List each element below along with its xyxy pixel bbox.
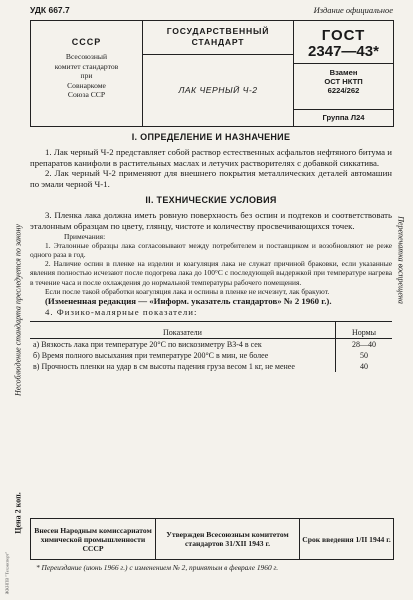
legal-notice [12, 165, 24, 455]
paragraph-2: 2. Лак черный Ч-2 применяют для внешнего покрытия металлических деталей автомашин по эмали черной Ч-1. [30, 168, 392, 189]
title-block [30, 20, 394, 127]
state-standard-line: ГОСУДАРСТВЕННЫЙ [166, 26, 270, 36]
indicator-column-header: Показатели [163, 328, 202, 338]
replaces-line: 6224/262 [327, 86, 360, 95]
table-row [30, 350, 392, 361]
note-3: Если после такой обработки коагуляция лака и оспины в пленке не исчезнут, лак бракуют. [45, 286, 330, 296]
replaces-block [294, 68, 393, 95]
table-row [30, 361, 392, 372]
group-code: Группа Л24 [294, 109, 393, 122]
legal-notice-text: Несоблюдение стандарта преследуется по закону [13, 224, 23, 396]
ussr-label: СССР [71, 37, 102, 47]
udk-code: УДК 667.7 [30, 5, 70, 15]
committee-line: комитет стандартов [54, 61, 119, 71]
committee-line: Совнаркоме [67, 80, 106, 90]
committee-line: Союза ССР [67, 90, 106, 99]
edition-note: (Измененная редакция — «Информ. указатель стандартов» № 2 1960 г.). [45, 295, 332, 306]
paragraph-1: 1. Лак черный Ч-2 представляет собой раствор естественных асфальтов нефтяного битума и препаратов канифоли в растительных маслах и летучих растворителях с добавкой сиккатива. [30, 147, 392, 168]
committee-name [31, 52, 142, 100]
edition-label: Издание официальное [313, 5, 393, 15]
section-2-title: II. ТЕХНИЧЕСКИЕ УСЛОВИЯ [145, 195, 277, 206]
note-2: 2. Наличие оспин в пленке на изделии и коагуляция лака не служат причиной браковки, если указанные явления полностью исчезают после подогрева лака до 100°С с последующей выдержкой при температуре нагрева в течение часа и после охлаждения до нормальной температуры рабочего помещения. [30, 259, 392, 287]
committee-line: при [80, 71, 93, 80]
norm-value-cell: 28—40 [336, 339, 393, 351]
table-header-row [30, 322, 392, 339]
indicator-cell: а) Вязкость лака при температуре 20°С по вискозиметру ВЗ-4 в сек [33, 340, 262, 350]
reprint-notice-text: Перепечатка воспрещена [396, 216, 406, 304]
committee-line: Всесоюзный [65, 52, 108, 61]
norms-column-header: Нормы [336, 322, 393, 339]
product-name: ЛАК ЧЕРНЫЙ Ч-2 [178, 85, 258, 95]
effective-date: Срок введения 1/II 1944 г. [302, 534, 391, 544]
gost-number: 2347—43* [294, 44, 393, 64]
indicators-table [30, 321, 392, 372]
source-stamp [2, 548, 12, 598]
source-stamp-text: ЖКНПВ "Техэксперт" [4, 551, 10, 595]
gost-cell [294, 21, 393, 126]
introduced-by: Внесен Народным комиссариатом химической промышленности СССР [31, 519, 156, 559]
reissue-footnote: * Переиздание (июнь 1966 г.) с изменением № 2, принятым в феврале 1960 г. [36, 563, 279, 572]
note-1: 1. Эталонные образцы лака согласовывают между потребителем и поставщиком и возобновляют не реже одного раза в год. [30, 240, 392, 259]
indicator-cell: в) Прочность пленки на удар в см высоты падения груза весом 1 кг, не менее [33, 362, 295, 372]
norm-value-cell: 40 [336, 361, 393, 372]
standard-cell [143, 21, 294, 126]
replaces-line: ОСТ НКТП [324, 77, 363, 86]
norm-value-cell: 50 [336, 350, 393, 361]
notes-title: Примечания: [64, 231, 106, 241]
replaces-label: Взамен [329, 68, 358, 77]
reprint-notice [395, 160, 407, 360]
price-label [12, 478, 24, 548]
indicator-cell: б) Время полного высыхания при температуре 200°С в мин, не более [33, 351, 269, 361]
document-body [30, 126, 392, 372]
gost-label: ГОСТ [321, 27, 366, 44]
approval-info: Утвержден Всесоюзным комитетом стандартов 31/XII 1943 г. [156, 519, 300, 559]
paragraph-4: 4. Физико-малярные показатели: [45, 306, 198, 317]
section-1-title: I. ОПРЕДЕЛЕНИЕ И НАЗНАЧЕНИЕ [131, 132, 291, 142]
footer-block [30, 518, 394, 560]
committee-cell [31, 21, 143, 126]
paragraph-3: 3. Пленка лака должна иметь ровную поверхность без оспин и подтеков и соответствовать эталонным образцам по цвету, глянцу, чистоте и количеству просвечивающихся точек. [30, 210, 392, 231]
table-row [30, 339, 392, 351]
price-text: Цена 2 коп. [13, 492, 23, 534]
state-standard-title [143, 21, 293, 55]
state-standard-line: СТАНДАРТ [191, 37, 245, 47]
